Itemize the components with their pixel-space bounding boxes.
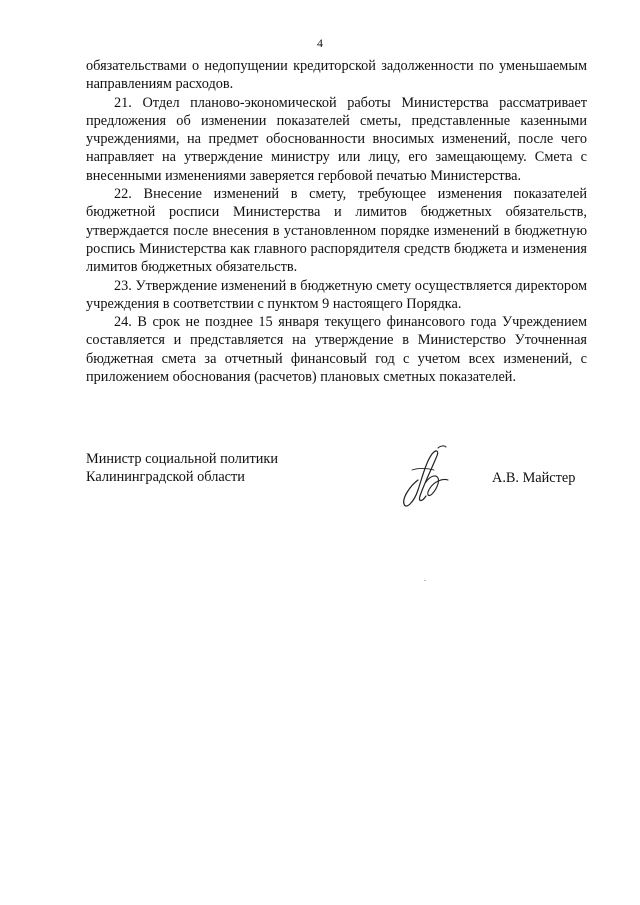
paragraph-24: 24. В срок не позднее 15 января текущего финансового года Учреждением составляется и представляется на утверждение в Министерство Уточненная бюджетная смета за отчетный финансовый год с учетом всех изменений, с приложением обоснования (расчетов) плановых сметных показателей.	[86, 314, 587, 386]
paragraph-22: 22. Внесение изменений в смету, требующее изменения показателей бюджетной росписи Министерства и лимитов бюджетных обязательств, утверждается после внесения в установленном порядке изменений в бюджетную роспись Министерства как главного распорядителя средств бюджета и изменения лимитов бюджетных обязательств.	[86, 186, 587, 276]
handwritten-signature	[392, 440, 464, 512]
document-body	[86, 57, 587, 386]
page-number: 4	[317, 36, 323, 50]
signatory-title	[86, 450, 278, 487]
signatory-title-line-2: Калининградской области	[86, 469, 245, 486]
paragraph-23: 23. Утверждение изменений в бюджетную смету осуществляется директором учреждения в соответствии с пунктом 9 настоящего Порядка.	[86, 277, 587, 312]
signatory-title-line-1: Министр социальной политики	[86, 451, 278, 467]
scan-speck	[424, 580, 426, 581]
signatory-name: А.В. Майстер	[492, 470, 576, 486]
paragraph-21: 21. Отдел планово-экономической работы Министерства рассматривает предложения об изменении показателей сметы, представленные казенными учреждениями, на предмет обоснованности вносимых изменений, после чего направляет на утверждение министру или лицу, его замещающему. Смета с внесенными изменениями заверяется гербовой печатью Министерства.	[86, 94, 587, 184]
paragraph-continuation: обязательствами о недопущении кредиторской задолженности по уменьшаемым направлениям расходов.	[86, 58, 587, 93]
